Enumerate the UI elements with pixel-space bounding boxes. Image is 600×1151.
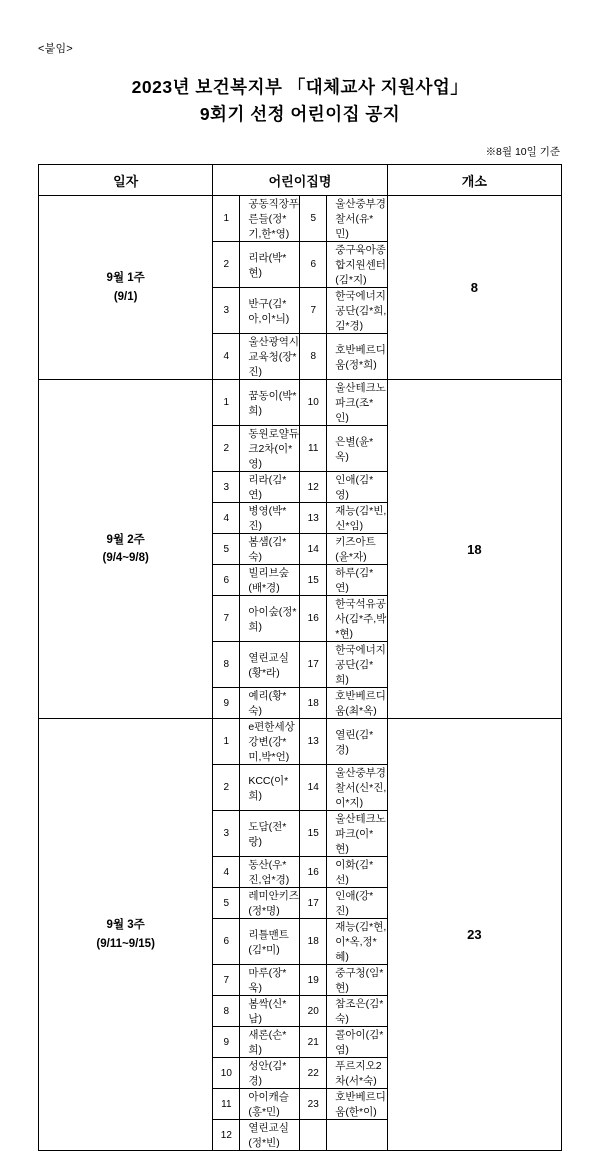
list-item bbox=[213, 888, 386, 919]
list-item bbox=[213, 565, 386, 596]
item-no: 16 bbox=[300, 596, 327, 642]
item-name: 인애(김*영) bbox=[327, 472, 387, 503]
item-no: 4 bbox=[213, 503, 240, 534]
item-name: 예리(황*숙) bbox=[240, 688, 300, 719]
item-no: 6 bbox=[213, 565, 240, 596]
item-name: 성안(김*경) bbox=[240, 1058, 300, 1089]
item-no: 22 bbox=[300, 1058, 327, 1089]
item-name: 아이숲(정*희) bbox=[240, 596, 300, 642]
date-cell-week1 bbox=[39, 196, 213, 380]
item-name: 열린교실(정*빈) bbox=[240, 1120, 300, 1151]
date-line-2: (9/4~9/8) bbox=[102, 552, 149, 565]
list-item bbox=[213, 719, 386, 765]
item-no: 2 bbox=[213, 426, 240, 472]
item-name: 한국석유공사(김*주,박*현) bbox=[327, 596, 387, 642]
item-name: 한국에너지공단(김*희,김*경) bbox=[327, 288, 387, 334]
item-no: 18 bbox=[300, 688, 327, 719]
item-no: 1 bbox=[213, 196, 240, 242]
item-no: 6 bbox=[300, 242, 327, 288]
selected-centers-table bbox=[38, 164, 562, 1151]
date-line-1: 9월 2주 bbox=[106, 533, 145, 546]
item-no: 10 bbox=[300, 380, 327, 426]
title-line-2: 9회기 선정 어린이집 공지 bbox=[199, 104, 401, 125]
item-name: 봄싹(신*남) bbox=[240, 996, 300, 1027]
list-item bbox=[213, 288, 386, 334]
item-name-empty bbox=[327, 1120, 387, 1151]
item-name: 리라(김*연) bbox=[240, 472, 300, 503]
item-name: 꿈동이(박*희) bbox=[240, 380, 300, 426]
item-no: 3 bbox=[213, 288, 240, 334]
list-item bbox=[213, 1120, 386, 1151]
date-cell-week3 bbox=[39, 719, 213, 1151]
item-name: 울산광역시교육청(장*진) bbox=[240, 334, 300, 380]
list-item bbox=[213, 1027, 386, 1058]
date-line-1: 9월 1주 bbox=[106, 272, 145, 285]
item-name: 동원로얄듀크2차(이*영) bbox=[240, 426, 300, 472]
center-grid-week2 bbox=[213, 380, 387, 719]
list-item bbox=[213, 472, 386, 503]
item-name: 콜아이(김*염) bbox=[327, 1027, 387, 1058]
item-name: 은별(윤*옥) bbox=[327, 426, 387, 472]
list-item bbox=[213, 426, 386, 472]
item-no: 2 bbox=[213, 765, 240, 811]
item-name: 동산(우*진,엄*경) bbox=[240, 857, 300, 888]
item-name: 울산중부경찰서(신*진,이*지) bbox=[327, 765, 387, 811]
list-item bbox=[213, 642, 386, 688]
list-item bbox=[213, 857, 386, 888]
count-cell-week3: 23 bbox=[387, 719, 561, 1151]
item-no: 14 bbox=[300, 765, 327, 811]
center-list-week2 bbox=[213, 380, 386, 718]
item-no: 8 bbox=[213, 642, 240, 688]
item-no: 2 bbox=[213, 242, 240, 288]
count-cell-week2: 18 bbox=[387, 380, 561, 719]
list-item bbox=[213, 811, 386, 857]
item-name: KCC(이*희) bbox=[240, 765, 300, 811]
item-no: 23 bbox=[300, 1089, 327, 1120]
item-no: 17 bbox=[300, 642, 327, 688]
item-no: 5 bbox=[300, 196, 327, 242]
item-no: 20 bbox=[300, 996, 327, 1027]
list-item bbox=[213, 765, 386, 811]
list-item bbox=[213, 996, 386, 1027]
item-name: 아이캐슬(홍*민) bbox=[240, 1089, 300, 1120]
item-name: 마루(장*욱) bbox=[240, 965, 300, 996]
date-line-1: 9월 3주 bbox=[106, 919, 145, 932]
table-header-row bbox=[39, 165, 562, 196]
item-no: 21 bbox=[300, 1027, 327, 1058]
item-no: 3 bbox=[213, 811, 240, 857]
item-name: 이화(김*선) bbox=[327, 857, 387, 888]
item-no: 11 bbox=[213, 1089, 240, 1120]
item-no: 14 bbox=[300, 534, 327, 565]
list-item bbox=[213, 688, 386, 719]
table-row bbox=[39, 196, 562, 380]
item-no: 7 bbox=[213, 965, 240, 996]
item-name: 울산테크노파크(이*현) bbox=[327, 811, 387, 857]
attachment-tag: <붙임> bbox=[38, 43, 73, 55]
item-name: 한국에너지공단(김*희) bbox=[327, 642, 387, 688]
list-item bbox=[213, 1089, 386, 1120]
item-name: 호반베르디움(최*옥) bbox=[327, 688, 387, 719]
item-no: 12 bbox=[300, 472, 327, 503]
page-title bbox=[38, 74, 562, 128]
list-item bbox=[213, 1058, 386, 1089]
item-name: 공동직장푸른들(정*기,한*영) bbox=[240, 196, 300, 242]
item-name: 인애(강*진) bbox=[327, 888, 387, 919]
item-name: 중구육아종합지원센터(김*지) bbox=[327, 242, 387, 288]
list-item bbox=[213, 196, 386, 242]
item-no: 15 bbox=[300, 811, 327, 857]
item-no: 4 bbox=[213, 857, 240, 888]
item-no-empty bbox=[300, 1120, 327, 1151]
item-name: 키즈아트(윤*자) bbox=[327, 534, 387, 565]
item-no: 6 bbox=[213, 919, 240, 965]
table-row bbox=[39, 719, 562, 1151]
item-no: 7 bbox=[213, 596, 240, 642]
item-no: 8 bbox=[300, 334, 327, 380]
center-list-week3 bbox=[213, 719, 386, 1150]
item-no: 10 bbox=[213, 1058, 240, 1089]
list-item bbox=[213, 534, 386, 565]
item-name: 빌리브숲(배*경) bbox=[240, 565, 300, 596]
item-name: 중구청(임*현) bbox=[327, 965, 387, 996]
item-no: 3 bbox=[213, 472, 240, 503]
center-grid-week3 bbox=[213, 719, 387, 1151]
item-no: 5 bbox=[213, 888, 240, 919]
item-name: 봄샘(김*숙) bbox=[240, 534, 300, 565]
center-list-week1 bbox=[213, 196, 386, 379]
item-no: 7 bbox=[300, 288, 327, 334]
item-no: 17 bbox=[300, 888, 327, 919]
header-count: 개소 bbox=[387, 165, 561, 196]
list-item bbox=[213, 334, 386, 380]
item-no: 1 bbox=[213, 719, 240, 765]
list-item bbox=[213, 242, 386, 288]
list-item bbox=[213, 965, 386, 996]
item-name: 도담(전*랑) bbox=[240, 811, 300, 857]
list-item bbox=[213, 919, 386, 965]
item-name: 리틀맨트(김*미) bbox=[240, 919, 300, 965]
item-no: 16 bbox=[300, 857, 327, 888]
item-name: 참조은(김*숙) bbox=[327, 996, 387, 1027]
item-no: 5 bbox=[213, 534, 240, 565]
item-name: 호반베르디움(정*희) bbox=[327, 334, 387, 380]
date-line-2: (9/11~9/15) bbox=[96, 937, 155, 950]
header-date: 일자 bbox=[39, 165, 213, 196]
item-no: 8 bbox=[213, 996, 240, 1027]
item-name: 재능(김*빈,신*임) bbox=[327, 503, 387, 534]
count-cell-week1: 8 bbox=[387, 196, 561, 380]
item-name: 호반베르디움(한*이) bbox=[327, 1089, 387, 1120]
item-name: 열린교실(황*라) bbox=[240, 642, 300, 688]
item-no: 11 bbox=[300, 426, 327, 472]
date-line-2: (9/1) bbox=[113, 290, 138, 303]
list-item bbox=[213, 503, 386, 534]
item-name: e편한세상강변(강*미,박*언) bbox=[240, 719, 300, 765]
item-no: 18 bbox=[300, 919, 327, 965]
item-name: 푸르지오2차(서*숙) bbox=[327, 1058, 387, 1089]
reference-date-note: ※8월 10일 기준 bbox=[485, 146, 560, 159]
header-center-name: 어린이집명 bbox=[213, 165, 387, 196]
item-no: 19 bbox=[300, 965, 327, 996]
item-name: 울산테크노파크(조*인) bbox=[335, 382, 386, 425]
item-name: 열린(김*경) bbox=[335, 728, 374, 756]
list-item bbox=[213, 596, 386, 642]
item-no: 4 bbox=[213, 334, 240, 380]
item-no: 12 bbox=[213, 1120, 240, 1151]
item-no: 15 bbox=[300, 565, 327, 596]
item-name: 재능(김*현,이*옥,정*혜) bbox=[327, 919, 387, 965]
center-grid-week1 bbox=[213, 196, 387, 380]
date-cell-week2 bbox=[39, 380, 213, 719]
item-name: 레미안키즈(정*명) bbox=[240, 888, 300, 919]
table-row bbox=[39, 380, 562, 719]
item-name: 리라(박*현) bbox=[240, 242, 300, 288]
title-line-1: 2023년 보건복지부 「대체교사 지원사업」 bbox=[131, 77, 469, 97]
list-item bbox=[213, 380, 386, 426]
item-no: 1 bbox=[213, 380, 240, 426]
item-name: 새론(손*희) bbox=[240, 1027, 300, 1058]
table-body bbox=[39, 196, 562, 1151]
item-no: 9 bbox=[213, 1027, 240, 1058]
item-name: 반구(김*아,이*늬) bbox=[240, 288, 300, 334]
item-name: 울산중부경찰서(유*민) bbox=[335, 198, 386, 241]
item-name: 하루(김*연) bbox=[327, 565, 387, 596]
item-no: 9 bbox=[213, 688, 240, 719]
item-no: 13 bbox=[300, 503, 327, 534]
item-no: 13 bbox=[300, 719, 327, 765]
item-name: 병영(박*진) bbox=[240, 503, 300, 534]
